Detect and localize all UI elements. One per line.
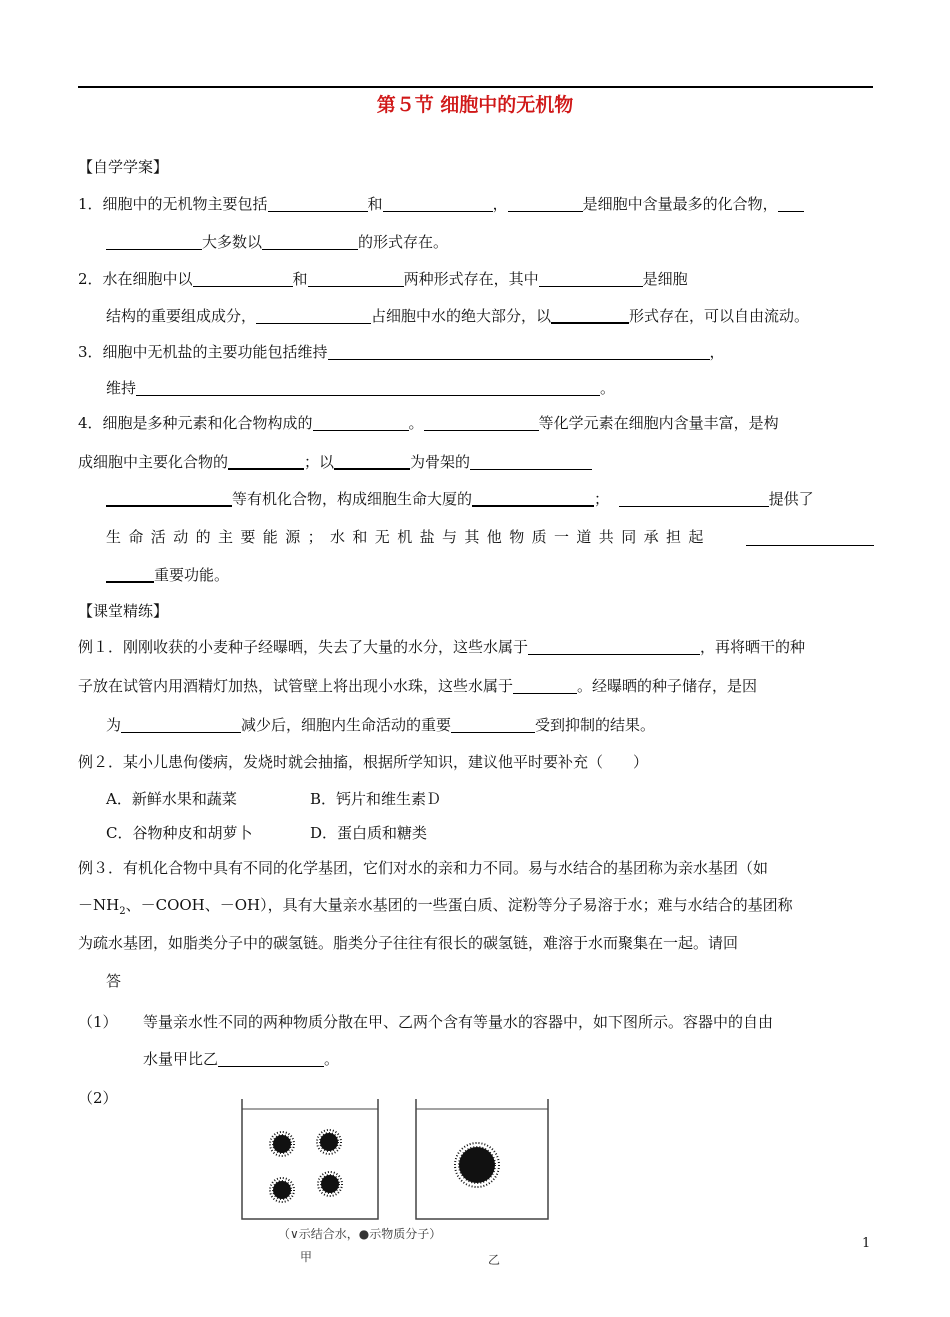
blank[interactable] xyxy=(106,490,232,507)
q1-line2: 大多数以 的形式存在。 xyxy=(106,231,906,253)
blank[interactable] xyxy=(451,717,535,733)
blank[interactable] xyxy=(228,453,304,470)
q3-line1: 3．细胞中无机盐的主要功能包括维持 ， xyxy=(78,343,725,361)
q4-line2: 成细胞中主要化合物的 ；以 为骨架的 xyxy=(78,451,878,473)
q1-line1: 1．细胞中的无机物主要包括 和 ， 是细胞中含量最多的化合物， xyxy=(78,193,878,215)
blank[interactable] xyxy=(619,491,769,507)
blank[interactable] xyxy=(513,678,577,694)
q3-line2: 维持 。 xyxy=(106,379,616,397)
blank[interactable] xyxy=(778,196,804,212)
ex1-line1: 例１．刚刚收获的小麦种子经曝晒，失去了大量的水分，这些水属于 ，再将晒干的种 xyxy=(78,638,806,656)
ex3-line3: 为疏水基团，如脂类分子中的碳氢链。脂类分子往往有很长的碳氢链，难溶于水而聚集在一起。请回 xyxy=(78,934,739,952)
blank[interactable] xyxy=(424,415,539,431)
q4-line5: 重要功能。 xyxy=(106,564,906,586)
blank[interactable] xyxy=(106,566,154,583)
option-a[interactable]: A．新鲜水果和蔬菜 xyxy=(106,790,237,808)
blank[interactable] xyxy=(106,234,202,250)
section-self-study: 【自学学案】 xyxy=(78,158,169,176)
containers-illustration xyxy=(230,1095,560,1235)
figure-containers xyxy=(230,1095,560,1239)
blank[interactable] xyxy=(539,271,643,287)
blank[interactable] xyxy=(218,1051,324,1067)
blank[interactable] xyxy=(328,344,710,360)
ex3-line4: 答 xyxy=(106,972,122,990)
blank[interactable] xyxy=(136,380,600,396)
q4-line1: 4．细胞是多种元素和化合物构成的 。 等化学元素在细胞内含量丰富，是构 xyxy=(78,414,779,432)
option-d[interactable]: D．蛋白质和糖类 xyxy=(310,824,428,842)
ex3-sub1: （1） 等量亲水性不同的两种物质分散在甲、乙两个含有等量水的容器中，如下图所示。容器中的自由 xyxy=(78,1013,774,1031)
q4-line4: 生命活动的主要能源；水和无机盐与其他物质一道共同承担起 xyxy=(106,526,874,548)
blank[interactable] xyxy=(313,415,409,431)
page-number: 1 xyxy=(862,1236,871,1251)
ex1-line3: 为 减少后，细胞内生命活动的重要 受到抑制的结果。 xyxy=(106,716,656,734)
ex3-line1: 例３．有机化合物中具有不同的化学基团，它们对水的亲和力不同。易与水结合的基团称为亲水基团（如 xyxy=(78,859,769,877)
blank[interactable] xyxy=(193,271,293,287)
q2-line1: 2．水在细胞中以 和 两种形式存在，其中 是细胞 xyxy=(78,270,688,288)
blank[interactable] xyxy=(383,196,493,212)
blank[interactable] xyxy=(508,196,583,212)
blank[interactable] xyxy=(472,490,594,507)
page-title: 第５节 细胞中的无机物 xyxy=(376,94,574,116)
figure-caption: （∨示结合水，●示物质分子） xyxy=(278,1227,442,1241)
label-yi: 乙 xyxy=(488,1253,501,1267)
option-b[interactable]: B．钙片和维生素Ｄ xyxy=(310,790,442,808)
blank[interactable] xyxy=(262,234,358,250)
blank[interactable] xyxy=(256,308,371,324)
section-practice: 【课堂精练】 xyxy=(78,602,169,620)
blank[interactable] xyxy=(308,271,404,287)
blank[interactable] xyxy=(268,196,368,212)
header-rule xyxy=(78,86,873,88)
ex2-options-row1 xyxy=(106,788,906,810)
blank[interactable] xyxy=(334,453,410,470)
ex1-line2: 子放在试管内用酒精灯加热，试管壁上将出现小水珠，这些水属于 。经曝晒的种子储存，是因 xyxy=(78,677,758,695)
ex3-sub1-cont: 水量甲比乙 。 xyxy=(143,1050,340,1068)
blank[interactable] xyxy=(470,454,592,470)
ex2-options-row2 xyxy=(106,822,906,844)
blank[interactable] xyxy=(528,639,700,655)
ex3-line2: $-NH_2$、－COOH、－OH），具有大量亲水基团的一些蛋白质、淀粉等分子易溶于水；难与水结合的基团称 xyxy=(78,896,793,917)
option-c[interactable]: C．谷物种皮和胡萝卜 xyxy=(106,824,253,842)
ex2-stem: 例２．某小儿患佝偻病，发烧时就会抽搐，根据所学知识，建议他平时要补充（ ） xyxy=(78,753,649,771)
blank[interactable] xyxy=(121,717,241,733)
blank[interactable] xyxy=(551,307,629,324)
label-jia: 甲 xyxy=(300,1250,313,1264)
ex3-sub2: （2） xyxy=(78,1089,118,1107)
q4-line3: 等有机化合物，构成细胞生命大厦的 ； 提供了 xyxy=(106,488,906,510)
blank[interactable] xyxy=(746,530,874,546)
q2-line2: 结构的重要组成成分， 占细胞中水的绝大部分，以 形式存在，可以自由流动。 xyxy=(106,307,810,325)
